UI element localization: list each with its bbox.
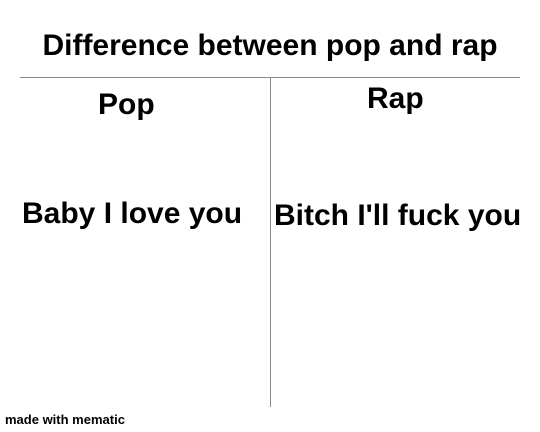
pop-column-header: Pop (98, 88, 155, 121)
vertical-divider (270, 77, 271, 407)
rap-column-text: Bitch I'll fuck you (274, 199, 522, 232)
meme-title: Difference between pop and rap (42, 29, 498, 62)
mematic-watermark: made with mematic (5, 412, 125, 427)
rap-column-header: Rap (367, 82, 424, 115)
pop-column-text: Baby I love you (22, 197, 243, 230)
